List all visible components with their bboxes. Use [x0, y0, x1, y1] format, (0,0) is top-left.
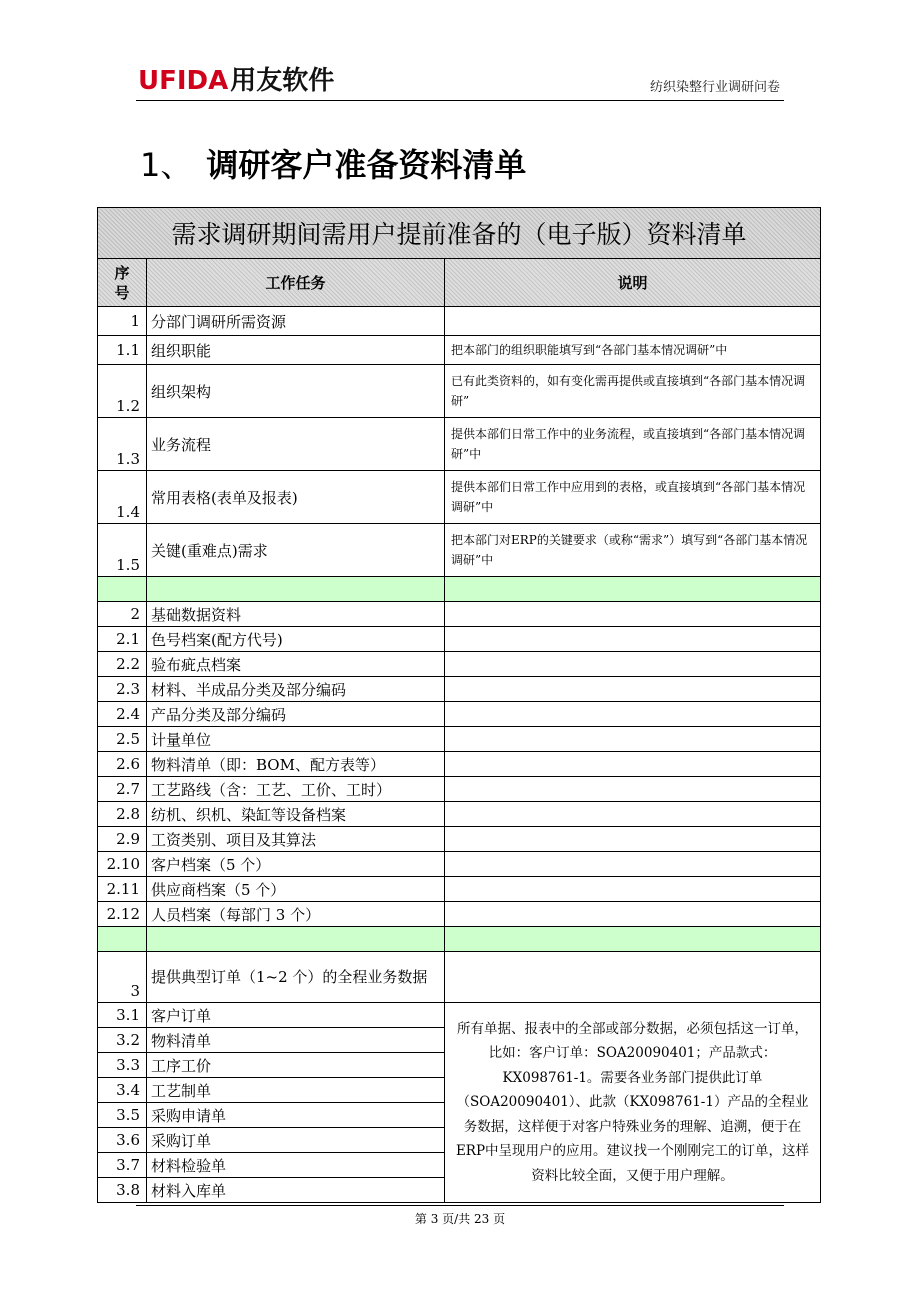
- row-no: 3.1: [98, 1003, 147, 1028]
- row-no: 2.11: [98, 877, 147, 902]
- row-no: 2: [98, 602, 147, 627]
- table-row: [98, 627, 821, 652]
- row-no: 1.3: [98, 418, 147, 471]
- row-task: 关键(重难点)需求: [147, 524, 445, 577]
- row-note: 提供本部们日常工作中的业务流程，或直接填到“各部门基本情况调研”中: [445, 418, 821, 471]
- row-task: 物料清单: [147, 1028, 445, 1053]
- table-row: [98, 418, 821, 471]
- separator-row: [98, 577, 821, 602]
- row-task: 基础数据资料: [147, 602, 445, 627]
- table-row: [98, 802, 821, 827]
- row-no: 3: [98, 952, 147, 1003]
- row-task: 物料清单（即：BOM、配方表等）: [147, 752, 445, 777]
- row-note: 把本部门对ERP的关键要求（或称“需求”）填写到“各部门基本情况调研”中: [445, 524, 821, 577]
- row-no: 2.6: [98, 752, 147, 777]
- row-no: 1.1: [98, 336, 147, 365]
- row-task: 常用表格(表单及报表): [147, 471, 445, 524]
- row-task: 分部门调研所需资源: [147, 307, 445, 336]
- row-no: 3.5: [98, 1103, 147, 1128]
- row-task: 采购订单: [147, 1128, 445, 1153]
- row-task: 组织架构: [147, 365, 445, 418]
- row-no: 1: [98, 307, 147, 336]
- row-no: 2.3: [98, 677, 147, 702]
- header-seq: 序号: [98, 259, 147, 307]
- row-no: 3.6: [98, 1128, 147, 1153]
- row-task: 工艺制单: [147, 1078, 445, 1103]
- table-row: [98, 365, 821, 418]
- row-no: 2.8: [98, 802, 147, 827]
- row-task: 色号档案(配方代号): [147, 627, 445, 652]
- row-task: 提供典型订单（1~2 个）的全程业务数据: [147, 952, 445, 1003]
- row-no: 2.5: [98, 727, 147, 752]
- row-note: 提供本部们日常工作中应用到的表格，或直接填到“各部门基本情况调研”中: [445, 471, 821, 524]
- row-no: 2.7: [98, 777, 147, 802]
- table-row: [98, 827, 821, 852]
- table-row: [98, 307, 821, 336]
- section-number: 1、: [140, 146, 193, 184]
- row-task: 材料入库单: [147, 1178, 445, 1203]
- row-no: 3.4: [98, 1078, 147, 1103]
- row-task: 工序工价: [147, 1053, 445, 1078]
- table-row: [98, 902, 821, 927]
- row-no: 2.1: [98, 627, 147, 652]
- section-heading: [140, 140, 526, 186]
- row-task: 客户订单: [147, 1003, 445, 1028]
- ufida-logo: [138, 60, 334, 97]
- row-task: 纺机、织机、染缸等设备档案: [147, 802, 445, 827]
- table-row: [98, 652, 821, 677]
- row-task: 人员档案（每部门 3 个）: [147, 902, 445, 927]
- table-row: [98, 727, 821, 752]
- row-no: 3.7: [98, 1153, 147, 1178]
- separator-row: [98, 927, 821, 952]
- header-task: 工作任务: [147, 259, 445, 307]
- logo-en: UFIDA: [138, 66, 229, 96]
- table-row: [98, 952, 821, 1003]
- order-note: 所有单据、报表中的全部或部分数据，必须包括这一订单，比如：客户订单：SOA20090401；产品款式：KX098761-1。需要各业务部门提供此订单（SOA20090401）、此款（KX098761-1）产品的全程业务数据，这样便于对客户特殊业务的理解、追溯，便于在ERP中呈现用户的应用。建议找一个刚刚完工的订单，这样资料比较全面，又便于用户理解。: [445, 1003, 821, 1203]
- logo-cn: 用友软件: [230, 66, 335, 96]
- row-task: 产品分类及部分编码: [147, 702, 445, 727]
- table-row: [98, 471, 821, 524]
- doc-title: 纺织染整行业调研问卷: [649, 80, 780, 95]
- row-no: 2.4: [98, 702, 147, 727]
- row-task: 验布疵点档案: [147, 652, 445, 677]
- row-task: 工资类别、项目及其算法: [147, 827, 445, 852]
- materials-table: [97, 207, 821, 1203]
- page-number: 第 3 页/共 23 页: [414, 1212, 506, 1226]
- table-row: [98, 524, 821, 577]
- row-task: 客户档案（5 个）: [147, 852, 445, 877]
- row-task: 组织职能: [147, 336, 445, 365]
- table-row: [98, 777, 821, 802]
- table-caption: 需求调研期间需用户提前准备的（电子版）资料清单: [98, 208, 821, 259]
- row-no: 2.12: [98, 902, 147, 927]
- row-task: 计量单位: [147, 727, 445, 752]
- row-task: 业务流程: [147, 418, 445, 471]
- row-note: 已有此类资料的，如有变化需再提供或直接填到“各部门基本情况调研”: [445, 365, 821, 418]
- row-task: 工艺路线（含：工艺、工价、工时）: [147, 777, 445, 802]
- row-no: 3.8: [98, 1178, 147, 1203]
- table-row: [98, 602, 821, 627]
- table-row: [98, 1003, 821, 1028]
- row-no: 2.2: [98, 652, 147, 677]
- row-no: 2.9: [98, 827, 147, 852]
- table-row: [98, 677, 821, 702]
- row-task: 供应商档案（5 个）: [147, 877, 445, 902]
- footer-divider: [136, 1205, 784, 1206]
- row-no: 1.5: [98, 524, 147, 577]
- row-task: 材料检验单: [147, 1153, 445, 1178]
- row-no: 3.3: [98, 1053, 147, 1078]
- section-title: 调研客户准备资料清单: [206, 146, 527, 184]
- table-row: [98, 852, 821, 877]
- table-header-row: [98, 259, 821, 307]
- row-task: 材料、半成品分类及部分编码: [147, 677, 445, 702]
- header-divider: [136, 100, 784, 101]
- table-row: [98, 336, 821, 365]
- row-note: 把本部门的组织职能填写到“各部门基本情况调研”中: [445, 336, 821, 365]
- table-row: [98, 752, 821, 777]
- row-no: 1.2: [98, 365, 147, 418]
- table-row: [98, 702, 821, 727]
- row-task: 采购申请单: [147, 1103, 445, 1128]
- row-no: 3.2: [98, 1028, 147, 1053]
- header-desc: 说明: [445, 259, 821, 307]
- table-caption-row: [98, 208, 821, 259]
- table-row: [98, 877, 821, 902]
- row-no: 2.10: [98, 852, 147, 877]
- row-no: 1.4: [98, 471, 147, 524]
- row-note: [445, 307, 821, 336]
